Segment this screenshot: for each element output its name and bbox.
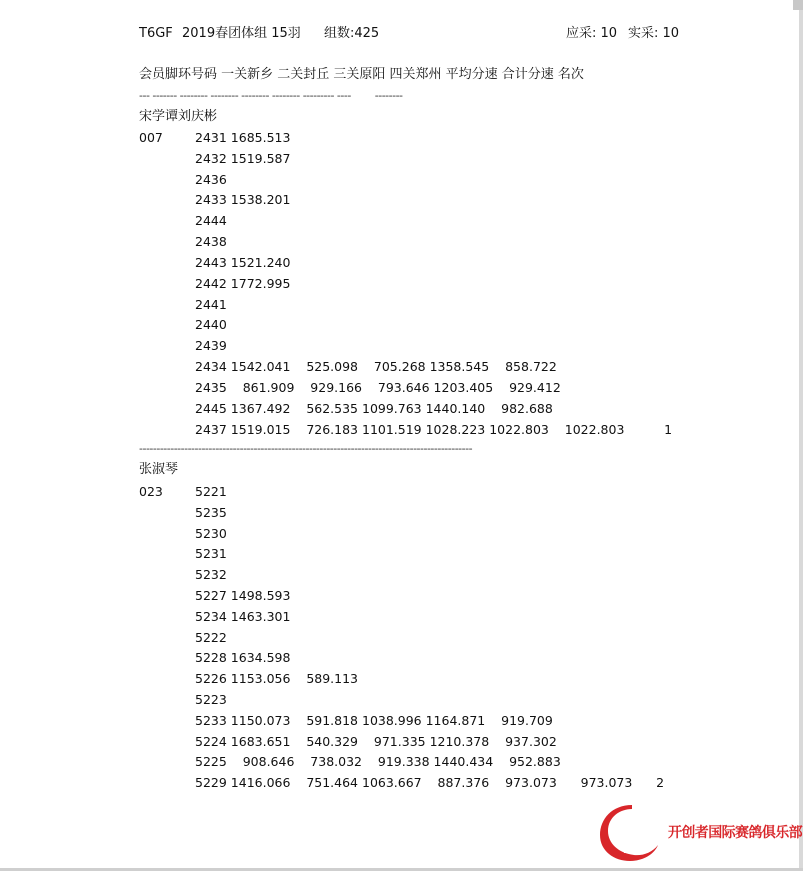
actual-collect: 实采: 10 [628,26,680,41]
table-row: 2439 [195,338,227,353]
table-row: 5222 [195,630,227,645]
table-row: 2438 [195,234,227,249]
table-row: 5221 [195,484,227,499]
table-row: 5230 [195,526,227,541]
column-header-rule: --- ------- -------- -------- -------- -------- --------- ---- -------- [139,89,403,102]
column-header: 会员脚环号码 一关新乡 二关封丘 三关原阳 四关郑州 平均分速 合计分速 名次 [139,67,584,82]
group-1-name: 宋学谭刘庆彬 [139,109,218,124]
table-row: 2444 [195,213,227,228]
table-row: 5231 [195,546,227,561]
table-row: 5226 1153.056 589.113 [195,671,359,686]
table-row: 5223 [195,692,227,707]
club-seal-icon [596,801,668,863]
group-count: 组数:425 [324,26,380,41]
table-row: 5235 [195,505,227,520]
table-row: 2434 1542.041 525.098 705.268 1358.545 858.722 [195,359,557,374]
table-row: 2440 [195,317,227,332]
club-name: 开创者国际赛鸽俱乐部 [668,825,802,841]
table-row: 5232 [195,567,227,582]
group-2-name: 张淑琴 [139,462,179,477]
table-row: 5229 1416.066 751.464 1063.667 887.376 973.073 973.073 2 [195,775,665,790]
table-row: 2443 1521.240 [195,255,291,270]
table-row: 5227 1498.593 [195,588,291,603]
page-right-edge [799,0,803,871]
should-collect: 应采: 10 [566,26,618,41]
group-separator: ------------------------------------------------------------------------------------------------ [139,442,473,455]
table-row: 5228 1634.598 [195,650,291,665]
window-corner [793,0,803,10]
table-row: 2433 1538.201 [195,192,291,207]
table-row: 2445 1367.492 562.535 1099.763 1440.140 982.688 [195,401,553,416]
group-2-id: 023 [139,484,163,499]
table-row: 2431 1685.513 [195,130,291,145]
table-row: 2436 [195,172,227,187]
table-row: 2437 1519.015 726.183 1101.519 1028.223 1022.803 1022.803 1 [195,422,673,437]
table-row: 5225 908.646 738.032 919.338 1440.434 952.883 [195,754,561,769]
race-code: T6GF [139,26,173,41]
table-row: 2442 1772.995 [195,276,291,291]
table-row: 5233 1150.073 591.818 1038.996 1164.871 919.709 [195,713,553,728]
group-1-id: 007 [139,130,163,145]
table-row: 5224 1683.651 540.329 971.335 1210.378 937.302 [195,734,557,749]
race-title: 2019春团体组 15羽 [182,26,301,41]
table-row: 2432 1519.587 [195,151,291,166]
table-row: 2441 [195,297,227,312]
table-row: 5234 1463.301 [195,609,291,624]
table-row: 2435 861.909 929.166 793.646 1203.405 929.412 [195,380,561,395]
